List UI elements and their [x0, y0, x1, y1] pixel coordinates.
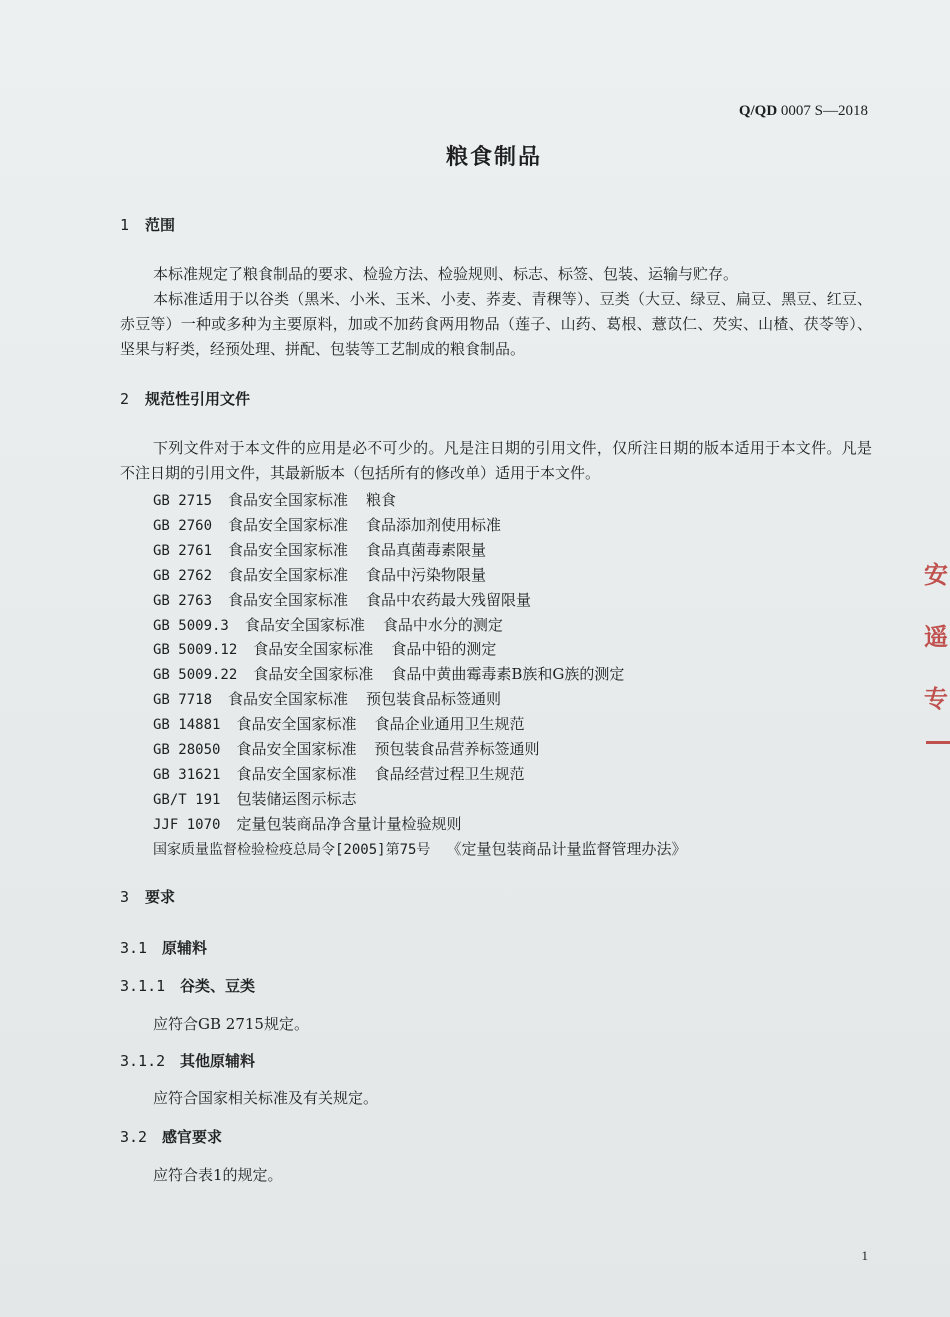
section-title: 谷类、豆类: [180, 977, 256, 995]
stamp-border-mark: [926, 741, 950, 744]
reference-code: GB 5009.3: [153, 617, 229, 634]
section-3-1-heading: [120, 937, 207, 958]
section-number: 3.1.1: [120, 977, 166, 995]
section-number: 1: [120, 216, 130, 234]
reference-name: 预包装食品标签通则: [366, 690, 502, 709]
reference-item: [153, 613, 503, 639]
section-title: 其他原辅料: [180, 1052, 256, 1070]
reference-code: GB 31621: [153, 766, 221, 783]
reference-item: [153, 588, 531, 614]
section-3-1-1-heading: [120, 975, 255, 996]
requirement-3-1-1-text: 应符合GB 2715规定。: [153, 1015, 309, 1033]
reference-name: 粮食: [366, 491, 397, 509]
stamp-char: 遥: [924, 622, 948, 651]
reference-type: 食品安全国家标准: [236, 715, 357, 734]
reference-code: GB 2762: [153, 567, 213, 584]
reference-code: GB 2761: [153, 542, 213, 559]
reference-item: [153, 737, 539, 763]
section-title: 要求: [145, 888, 176, 906]
references-intro: 下列文件对于本文件的应用是必不可少的。凡是注日期的引用文件，仅所注日期的版本适用于本文件。凡是不注日期的引用文件，其最新版本（包括所有的修改单）适用于本文件。: [120, 439, 872, 482]
reference-name: 定量包装商品净含量计量检验规则: [236, 814, 462, 833]
reference-code: GB 5009.12: [153, 642, 238, 659]
reference-name: 预包装食品营养标签通则: [374, 740, 540, 758]
reference-item: [153, 687, 501, 713]
standard-code-number: 0007 S—2018: [780, 103, 868, 119]
reference-type: 食品安全国家标准: [236, 740, 357, 758]
section-number: 3: [120, 888, 130, 906]
reference-type: 食品安全国家标准: [236, 764, 357, 783]
reference-code: GB 7718: [153, 692, 213, 709]
section-3-2-heading: [120, 1126, 222, 1147]
section-3-heading: [120, 886, 175, 907]
section-number: 3.2: [120, 1128, 148, 1146]
page-title: 粮食制品: [445, 145, 542, 170]
reference-name: 食品中铅的测定: [391, 640, 497, 659]
section-title: 感官要求: [162, 1128, 223, 1146]
requirement-3-2-text: 应符合表1的规定。: [153, 1166, 283, 1184]
standard-code: [739, 103, 868, 120]
reference-name: 食品经营过程卫生规范: [374, 764, 525, 783]
reference-name: 食品真菌毒素限量: [366, 540, 487, 559]
reference-name: 包装储运图示标志: [236, 789, 357, 808]
reference-type: 食品安全国家标准: [253, 665, 374, 684]
reference-code: GB 2760: [153, 517, 213, 534]
reference-name: 食品企业通用卫生规范: [374, 715, 525, 734]
reference-item: [153, 538, 486, 564]
reference-type: 食品安全国家标准: [228, 540, 349, 559]
requirement-3-1-2-text: 应符合国家相关标准及有关规定。: [153, 1089, 379, 1107]
reference-type: 食品安全国家标准: [228, 491, 349, 509]
reference-code: GB 5009.22: [153, 667, 238, 684]
scope-paragraph-2: 本标准适用于以谷类（黑米、小米、玉米、小麦、荞麦、青稞等）、豆类（大豆、绿豆、扁豆、黑豆、红豆、赤豆等）一种或多种为主要原料，加或不加药食两用物品（莲子、山药、葛根、薏苡仁、芡实、山楂、茯苓等）、坚果与籽类，经预处理、拼配、包装等工艺制成的粮食制品。: [120, 290, 872, 358]
reference-name: 食品中水分的测定: [382, 615, 503, 634]
section-3-1-2-heading: [120, 1050, 255, 1071]
reference-name: 《定量包装商品计量监督管理办法》: [446, 839, 687, 858]
reference-code: 国家质量监督检验检疫总局令[2005]第75号: [153, 841, 431, 858]
section-2-heading: [120, 388, 250, 409]
reference-item: [153, 837, 686, 863]
section-title: 原辅料: [162, 939, 208, 957]
reference-name: 食品添加剂使用标准: [366, 515, 502, 534]
reference-code: GB/T 191: [153, 791, 221, 808]
reference-item: [153, 662, 624, 688]
reference-type: 食品安全国家标准: [244, 615, 365, 634]
reference-item: [153, 637, 496, 663]
reference-type: 食品安全国家标准: [228, 515, 349, 534]
reference-item: [153, 812, 461, 838]
section-number: 3.1: [120, 939, 148, 957]
section-title: 规范性引用文件: [145, 390, 251, 408]
section-1-heading: [120, 214, 175, 235]
section-title: 范围: [145, 216, 176, 234]
reference-item: [153, 513, 501, 539]
standard-code-prefix: Q/QD: [738, 103, 778, 119]
reference-type: 食品安全国家标准: [228, 690, 349, 709]
reference-item: [153, 563, 486, 589]
reference-type: 食品安全国家标准: [228, 590, 349, 609]
reference-type: 食品安全国家标准: [228, 565, 349, 584]
red-seal-stamp: [922, 555, 950, 775]
reference-name: 食品中污染物限量: [366, 565, 487, 584]
reference-item: [153, 762, 524, 788]
reference-name: 食品中农药最大残留限量: [366, 590, 532, 609]
reference-type: 食品安全国家标准: [253, 640, 374, 659]
page-number: 1: [861, 1248, 868, 1263]
reference-code: JJF 1070: [153, 816, 221, 833]
stamp-char: 专: [924, 684, 948, 713]
section-number: 3.1.2: [120, 1052, 166, 1070]
section-number: 2: [120, 390, 130, 408]
reference-code: GB 28050: [153, 742, 221, 758]
scope-paragraph-1: 本标准规定了粮食制品的要求、检验方法、检验规则、标志、标签、包装、运输与贮存。: [153, 265, 739, 283]
reference-code: GB 14881: [153, 717, 221, 734]
reference-item: [153, 488, 396, 514]
reference-item: [153, 712, 524, 738]
reference-code: GB 2763: [153, 592, 213, 609]
reference-code: GB 2715: [153, 493, 213, 509]
reference-item: [153, 787, 356, 813]
stamp-char: 安: [924, 560, 948, 589]
reference-name: 食品中黄曲霉毒素B族和G族的测定: [391, 665, 625, 684]
